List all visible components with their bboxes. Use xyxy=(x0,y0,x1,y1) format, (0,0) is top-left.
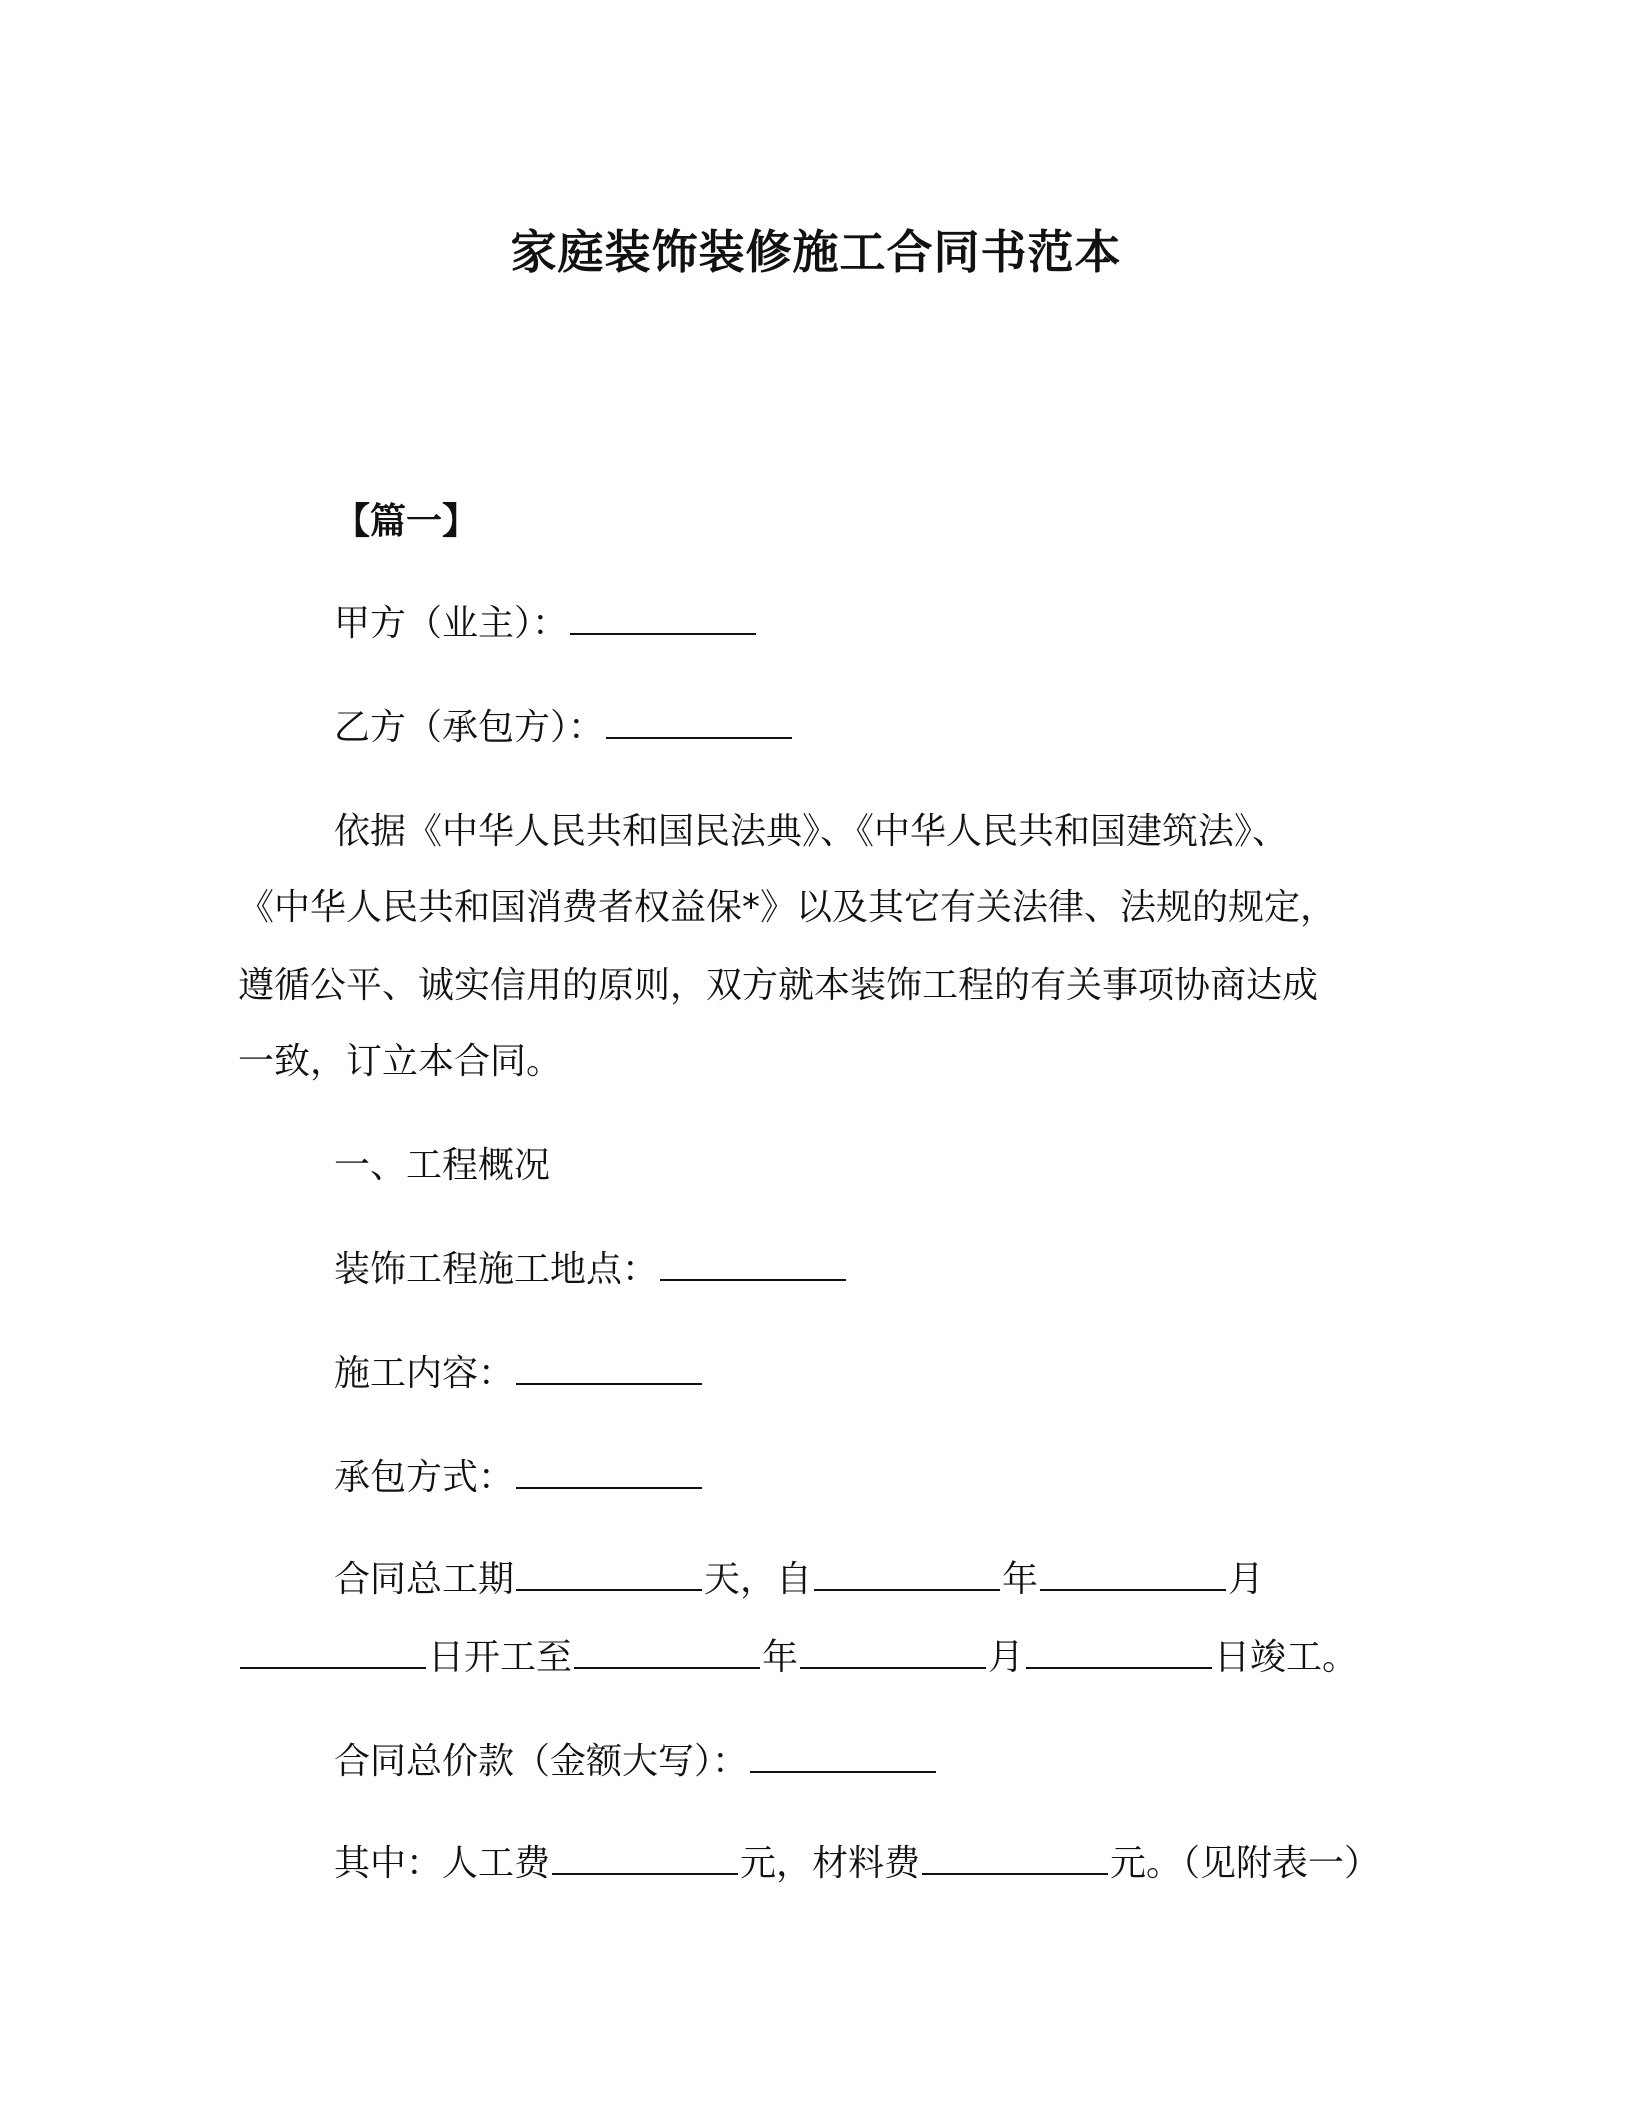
method-line xyxy=(334,1452,704,1504)
party-b-line xyxy=(334,702,794,754)
breakdown-prefix: 其中：人工费 xyxy=(334,1843,551,1884)
party-a-blank xyxy=(570,603,756,635)
section-heading-project-overview: 一、工程概况 xyxy=(334,1145,551,1186)
period-days-text: 天，自 xyxy=(704,1559,813,1600)
site-line xyxy=(334,1244,848,1296)
period-end-year-text: 年 xyxy=(762,1637,799,1678)
intro-line-3: 遵循公平、诚实信用的原则，双方就本装饰工程的有关事项协商达成 xyxy=(238,965,1319,1006)
period-days-blank xyxy=(516,1559,702,1591)
section-label: 【篇一】 xyxy=(334,501,479,542)
period-end-month-blank xyxy=(800,1637,986,1669)
total-price-blank xyxy=(750,1741,936,1773)
intro-line-1: 依据《中华人民共和国民法典》、《中华人民共和国建筑法》、 xyxy=(334,811,1289,852)
party-a-label: 甲方（业主）： xyxy=(334,603,569,644)
party-b-label: 乙方（承包方）： xyxy=(334,707,605,748)
period-line-2 xyxy=(238,1632,1358,1684)
total-price-label: 合同总价款（金额大写）： xyxy=(334,1741,749,1782)
party-b-blank xyxy=(606,707,792,739)
period-start-month-blank xyxy=(1040,1559,1226,1591)
intro-line-4: 一致，订立本合同。 xyxy=(238,1041,563,1082)
period-end-day-text: 日竣工。 xyxy=(1214,1637,1359,1678)
period-prefix: 合同总工期 xyxy=(334,1559,515,1600)
period-start-day-blank xyxy=(240,1637,426,1669)
method-label: 承包方式： xyxy=(334,1457,515,1498)
party-a-line xyxy=(334,598,758,650)
period-year-text: 年 xyxy=(1002,1559,1039,1600)
period-start-year-blank xyxy=(814,1559,1000,1591)
period-end-month-text: 月 xyxy=(988,1637,1025,1678)
period-end-day-blank xyxy=(1026,1637,1212,1669)
document-title: 家庭装饰装修施工合同书范本 xyxy=(510,225,1122,279)
content-line xyxy=(334,1348,704,1400)
content-label: 施工内容： xyxy=(334,1353,515,1394)
period-line-1 xyxy=(334,1554,1264,1606)
total-price-line xyxy=(334,1736,938,1788)
period-start-day-text: 日开工至 xyxy=(428,1637,573,1678)
labor-fee-blank xyxy=(552,1843,738,1875)
intro-line-2: 《中华人民共和国消费者权益保*》以及其它有关法律、法规的规定， xyxy=(238,887,1337,928)
material-fee-blank xyxy=(922,1843,1108,1875)
period-month-text: 月 xyxy=(1228,1559,1265,1600)
breakdown-line xyxy=(334,1838,1380,1890)
period-end-year-blank xyxy=(574,1637,760,1669)
site-label: 装饰工程施工地点： xyxy=(334,1249,659,1290)
breakdown-yuan-2: 元。（见附表一） xyxy=(1110,1843,1381,1884)
content-blank xyxy=(516,1353,702,1385)
breakdown-yuan-1: 元，材料费 xyxy=(740,1843,921,1884)
method-blank xyxy=(516,1457,702,1489)
site-blank xyxy=(660,1249,846,1281)
